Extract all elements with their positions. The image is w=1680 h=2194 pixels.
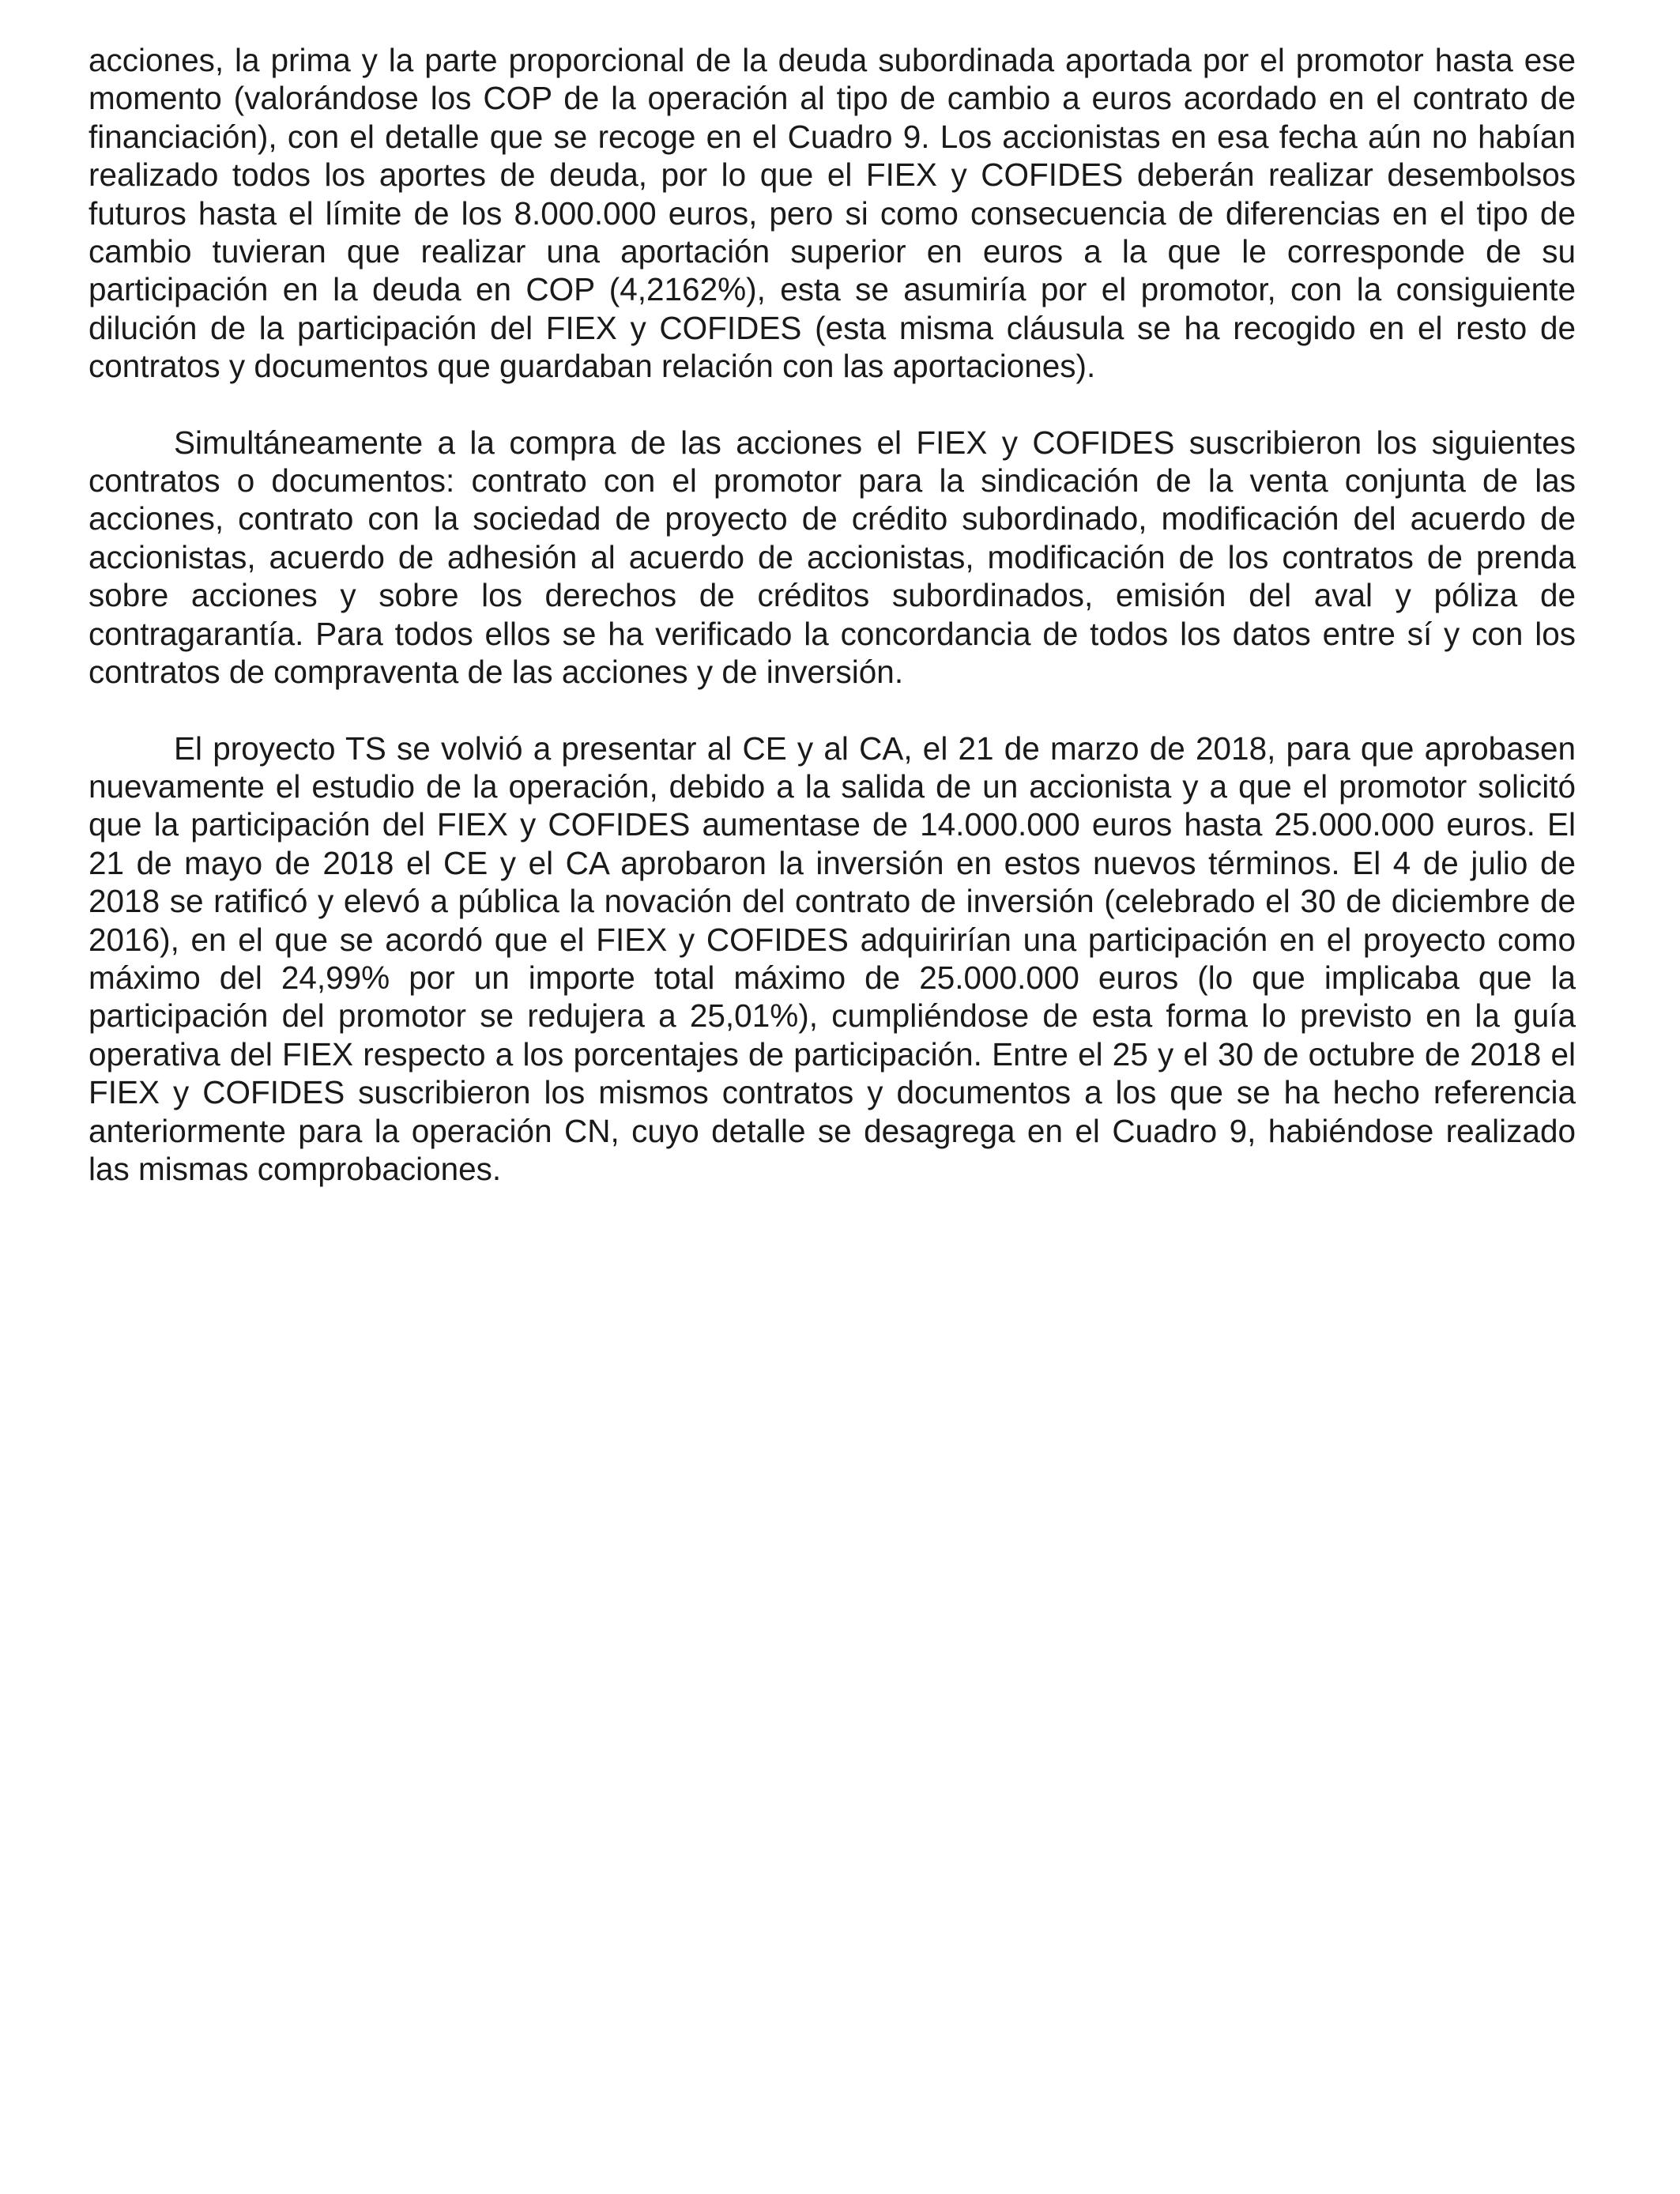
document-page xyxy=(89,41,1576,1226)
paragraph-continuation: acciones, la prima y la parte proporcional de la deuda subordinada aportada por el promotor hasta ese momento (valorándose los COP de la operación al tipo de cambio a euros acordado en el contrato de financiación), con el detalle que se recoge en el Cuadro 9. Los accionistas en esa fecha aún no habían realizado todos los aportes de deuda, por lo que el FIEX y COFIDES deberán realizar desembolsos futuros hasta el límite de los 8.000.000 euros, pero si como consecuencia de diferencias en el tipo de cambio tuvieran que realizar una aportación superior en euros a la que le corresponde de su participación en la deuda en COP (4,2162%), esta se asumiría por el promotor, con la consiguiente dilución de la participación del FIEX y COFIDES (esta misma cláusula se ha recogido en el resto de contratos y documentos que guardaban relación con las aportaciones). xyxy=(89,42,1576,385)
paragraph-project-ts: El proyecto TS se volvió a presentar al CE y al CA, el 21 de marzo de 2018, para que aprobasen nuevamente el estudio de la operación, debido a la salida de un accionista y a que el promotor solicitó que la participación del FIEX y COFIDES aumentase de 14.000.000 euros hasta 25.000.000 euros. El 21 de mayo de 2018 el CE y el CA aprobaron la inversión en estos nuevos términos. El 4 de julio de 2018 se ratificó y elevó a pública la novación del contrato de inversión (celebrado el 30 de diciembre de 2016), en el que se acordó que el FIEX y COFIDES adquirirían una participación en el proyecto como máximo del 24,99% por un importe total máximo de 25.000.000 euros (lo que implicaba que la participación del promotor se redujera a 25,01%), cumpliéndose de esta forma lo previsto en la guía operativa del FIEX respecto a los porcentajes de participación. Entre el 25 y el 30 de octubre de 2018 el FIEX y COFIDES suscribieron los mismos contratos y documentos a los que se ha hecho referencia anteriormente para la operación CN, cuyo detalle se desagrega en el Cuadro 9, habiéndose realizado las mismas comprobaciones. xyxy=(89,729,1576,1187)
paragraph-contracts: Simultáneamente a la compra de las acciones el FIEX y COFIDES suscribieron los siguientes contratos o documentos: contrato con el promotor para la sindicación de la venta conjunta de las acciones, contrato con la sociedad de proyecto de crédito subordinado, modificación del acuerdo de accionistas, acuerdo de adhesión al acuerdo de accionistas, modificación de los contratos de prenda sobre acciones y sobre los derechos de créditos subordinados, emisión del aval y póliza de contragarantía. Para todos ellos se ha verificado la concordancia de todos los datos entre sí y con los contratos de compraventa de las acciones y de inversión. xyxy=(89,424,1576,691)
